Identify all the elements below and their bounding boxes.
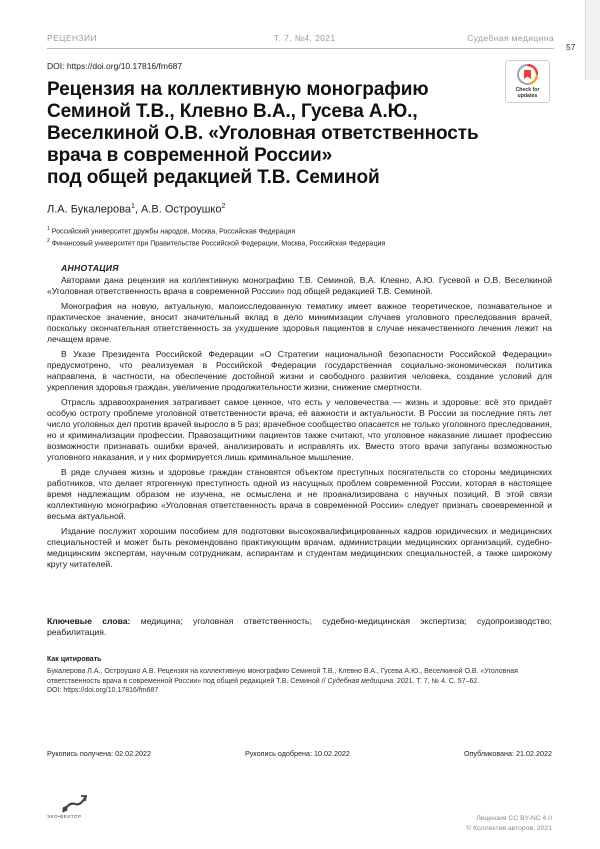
page-number: 57 (566, 42, 576, 52)
header-journal: Судебная медицина (467, 33, 554, 43)
affiliation: $^2$ Финансовый университет при Правительстве Российской Федерации, Москва, Российская Федерация (47, 238, 386, 248)
crossmark-icon (517, 64, 538, 85)
page-tab (585, 0, 600, 80)
abstract-paragraph: В Указе Президента Российской Федерации «О Стратегии национальной безопасности Российской Федерации» предусмотрено, что реализуемая в Российской Федерации государственная социально-экономическая политика направлена, в частности, на обеспечение достойной жизни и свободного развития человека, создание условий для укрепления здоровья граждан, увеличение продолжительности жизни, снижение смертности. (47, 349, 552, 392)
author-separator: , (134, 203, 142, 216)
title-line: под общей редакцией Т.В. Семиной (47, 167, 380, 188)
keywords (47, 616, 552, 638)
publisher-name: ЭКО•ВЕКТОР (47, 814, 82, 819)
article-title (47, 79, 497, 189)
abstract-paragraph: Отрасль здравоохранения затрагивает самое ценное, что есть у человечества — жизнь и здоровье: всё это придаёт особую остроту проблеме уголовной ответственности врача, её важности и актуальности. В России за последние пять лет число уголовных дел против врачей выросло в 5 раз; врачебное сообщество опасается не только уголовного преследования, но и криминализации профессии. Правозащитники пациентов также считают, что уголовное наказание лишает профессию возможности признавать ошибки врачей, анализировать и исправлять их. Вместо этого врачи запуганы возможностью уголовного наказания, и у них формируется лишь криминальное мышление. (47, 397, 552, 462)
abstract-paragraph: В ряде случаев жизнь и здоровье граждан становятся объектом преступных посягательств со стороны медицинских работников, что делает ятрогенную преступность одной из насущных проблем современной России, которая в настоящее время надлежащим образом не изучена, не осмыслена и не проанализирована с научных позиций. В этой связи коллективную монографию «Уголовная ответственность врача в современной России» следует признать своевременной и весьма актуальной. (47, 467, 552, 521)
title-line: врача в современной России» (47, 145, 333, 166)
license-info (466, 814, 552, 834)
author-name: Л.А. Букалерова (47, 203, 131, 216)
license-text[interactable]: Лицензия CC BY-NC 4.0 (476, 815, 552, 822)
abstract-paragraph: Авторами дана рецензия на коллективную монографию Т.В. Семиной, В.А. Клевно, А.Ю. Гусевой и О.В. Веселкиной «Уголовная ответственность врача в современной России» под общей редакцией Т.В. Семиной. (47, 275, 552, 296)
abstract (47, 263, 552, 574)
check-for-updates-badge[interactable] (505, 60, 550, 103)
title-line: Веселкиной О.В. «Уголовная ответственность (47, 123, 479, 144)
date-received: Рукопись получена: 02.02.2022 (47, 749, 152, 758)
keywords-text: медицина; уголовная ответственность; судебно-медицинская экспертиза; судопроизводство; реабилитация. (47, 616, 552, 637)
date-published: Опубликована: 21.02.2022 (463, 749, 552, 758)
citation: Букалерова Л.А., Остроушко А.В. Рецензия на коллективную монографию Семиной Т.В., Клевно В.А., Гусева А.Ю., Веселкиной О.В. «Уголовная ответственность врача в современной России» под общей редакцией Т.В. Семиной // Судебная медицина. 2021. Т. 7, № 4. С. 57–62. DOI: https://doi.org/10.17816/fm687 (47, 668, 518, 694)
title-line: Семиной Т.В., Клевно В.А., Гусева А.Ю., (47, 101, 418, 122)
citation-heading: Как цитировать (47, 656, 102, 663)
abstract-heading: АННОТАЦИЯ (61, 263, 119, 273)
author-affiliation-mark: 2 (221, 203, 226, 210)
date-approved: Рукопись одобрена: 10.02.2022 (245, 749, 350, 758)
title-line: Рецензия на коллективную монографию (47, 79, 429, 100)
citation-journal: Судебная медицина (327, 677, 394, 685)
header-divider (47, 48, 554, 49)
abstract-paragraph: Издание послужит хорошим пособием для подготовки высококвалифицированных кадров юридических и медицинских специальностей и может быть рекомендовано практикующим врачам, администрации медицинских организаций, судебно-медицинским экспертам, научным сотрудникам, аспирантам и студентам медицинских специальностей, а также широкому кругу читателей. (47, 526, 552, 569)
keywords-label: Ключевые слова: (47, 616, 131, 626)
author-list (47, 203, 225, 216)
author-affiliation-mark: 1 (130, 203, 135, 210)
abstract-paragraph: Монография на новую, актуальную, малоисследованную тематику имеет важное теоретическое, познавательное и практическое значение, вносит значительный вклад в дело минимизации случаев уголовного преследования врачей, поскольку окончательная ответственность за ухудшение здоровья пациентов в случае некачественного лечения лежит на лечащем враче. (47, 301, 552, 344)
author-name: А.В. Остроушко (141, 203, 222, 216)
publisher-logo-icon (59, 794, 89, 814)
publisher-logo (47, 794, 101, 822)
badge-text: Check for updates (515, 87, 540, 99)
running-header (47, 33, 554, 47)
header-issue: Т. 7, №4, 2021 (274, 33, 336, 43)
citation-doi[interactable]: DOI: https://doi.org/10.17816/fm687 (47, 687, 159, 694)
copyright-text: © Коллектив авторов, 2021 (466, 825, 552, 832)
header-section: РЕЦЕНЗИИ (47, 33, 97, 43)
doi-link[interactable]: DOI: https://doi.org/10.17816/fm687 (47, 61, 183, 71)
affiliation: $^1$ Российский университет дружбы народов, Москва, Российская Федерация (47, 226, 296, 236)
